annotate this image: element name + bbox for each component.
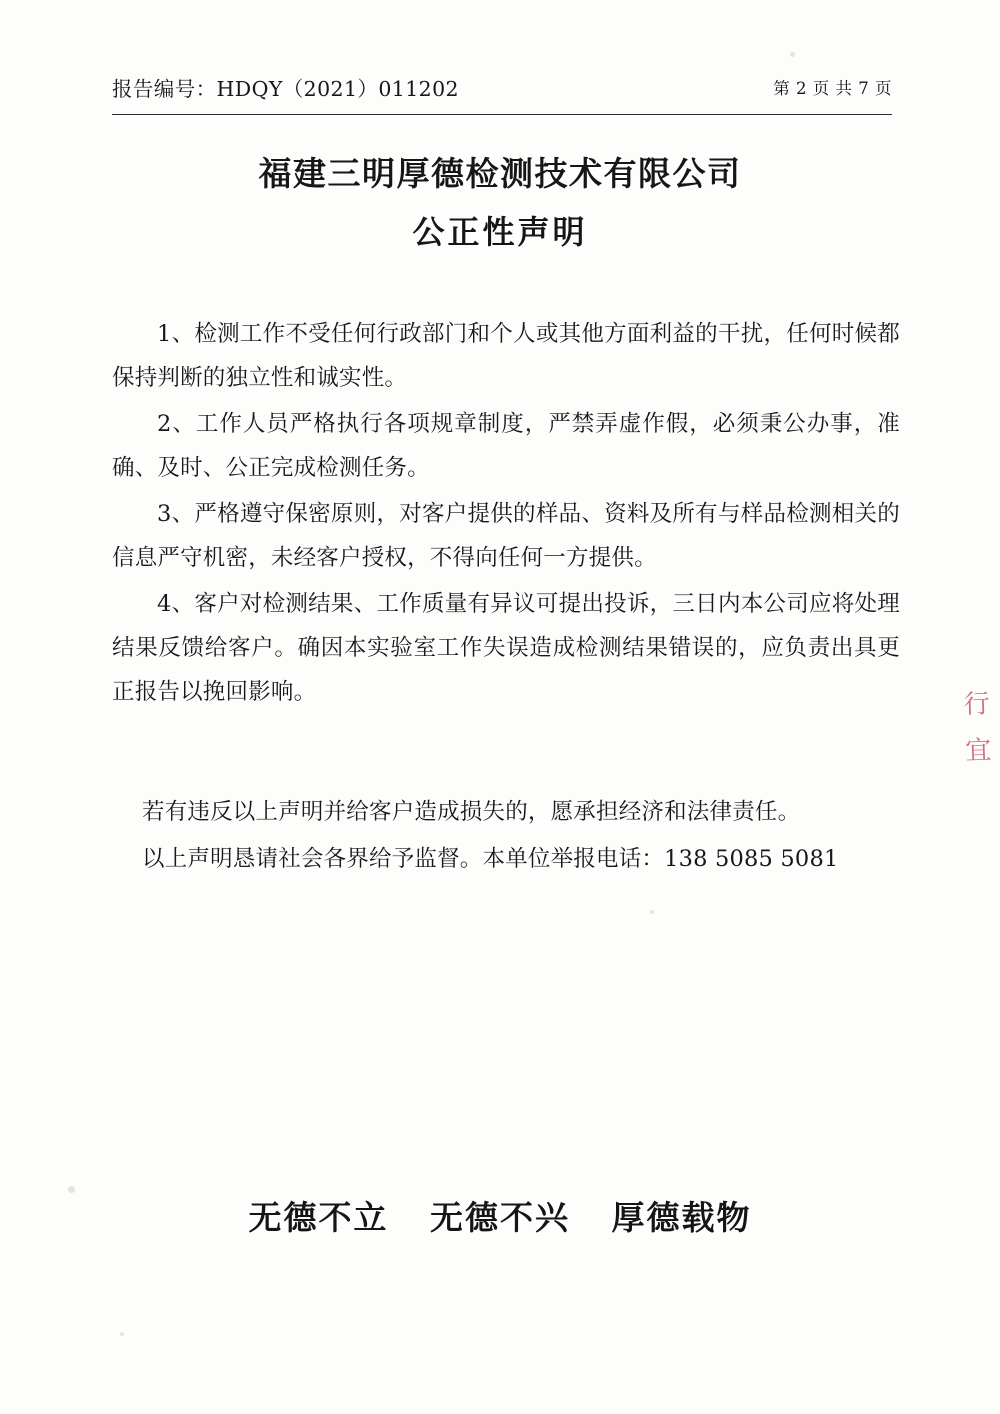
report-number: 报告编号：HDQY（2021）011202	[112, 77, 459, 101]
closing-line: 以上声明恳请社会各界给予监督。本单位举报电话：138 5085 5081	[142, 846, 839, 872]
clause-paragraph: 3、严格遵守保密原则，对客户提供的样品、资料及所有与样品检测相关的信息严守机密，未经客户授权，不得向任何一方提供。	[112, 501, 900, 571]
motto-part-3: 厚德载物	[611, 1198, 752, 1237]
scan-speck	[120, 1332, 124, 1336]
closing-block	[142, 790, 900, 884]
page-indicator: 第 2 页 共 7 页	[773, 79, 892, 98]
page-title: 公正性声明	[412, 212, 588, 251]
clause-paragraph: 4、客户对检测结果、工作质量有异议可提出投诉，三日内本公司应将处理结果反馈给客户。确因本实验室工作失误造成检测结果错误的，应负责出具更正报告以挽回影响。	[112, 591, 900, 705]
motto-part-2: 无德不兴	[430, 1198, 570, 1237]
company-motto	[0, 1192, 1000, 1239]
statement-body	[112, 312, 900, 716]
page-header	[112, 72, 892, 115]
handwritten-annotation: 行 宜	[958, 689, 992, 769]
scan-speck	[650, 910, 654, 914]
motto-part-1: 无德不立	[248, 1198, 389, 1237]
company-title: 福建三明厚德检测技术有限公司	[258, 154, 742, 193]
title-block	[0, 152, 1000, 253]
clause-paragraph: 2、工作人员严格执行各项规章制度，严禁弄虚作假，必须秉公办事，准确、及时、公正完成检测任务。	[112, 411, 900, 481]
closing-line: 若有违反以上声明并给客户造成损失的，愿承担经济和法律责任。	[142, 799, 801, 825]
scan-speck	[790, 52, 795, 57]
clause-paragraph: 1、检测工作不受任何行政部门和个人或其他方面利益的干扰，任何时候都保持判断的独立性和诚实性。	[112, 321, 900, 391]
